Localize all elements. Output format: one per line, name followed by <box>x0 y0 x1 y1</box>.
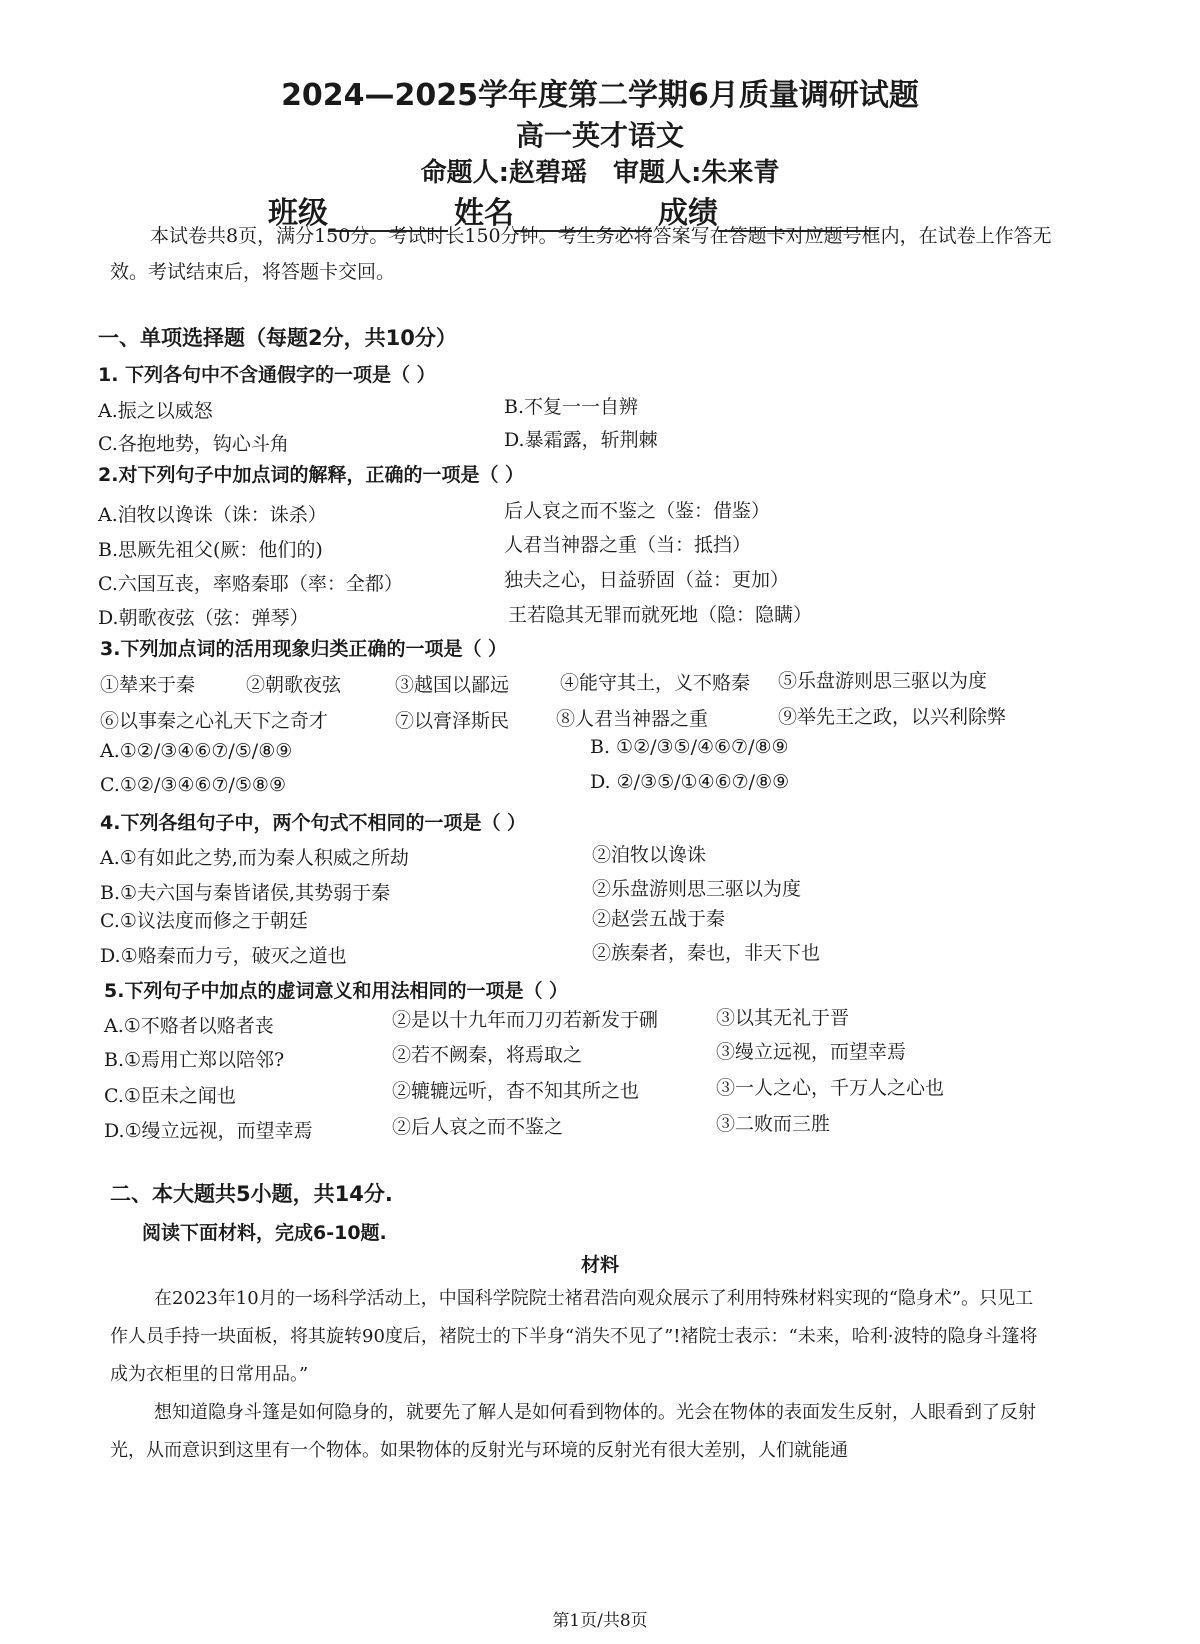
q5-option-a-3: ③以其无礼于晋 <box>716 1007 850 1029</box>
q2-option-c-left: C.六国互丧，率赂秦耶（率：全都） <box>98 573 403 595</box>
exam-authors: 命题人:赵碧瑶 审题人:朱来青 <box>420 158 780 188</box>
q1-option-c: C.各抱地势，钩心斗角 <box>98 433 289 455</box>
question-3-stem: 3.下列加点词的活用现象归类正确的一项是（ ） <box>100 638 508 660</box>
section-1-title: 一、单项选择题（每题2分，共10分） <box>98 326 457 350</box>
q5-option-b-2: ②若不阙秦，将焉取之 <box>392 1044 583 1066</box>
q3-item-6: ⑥以事秦之心礼天下之奇才 <box>100 710 329 732</box>
q5-option-b-3: ③缦立远视，而望幸焉 <box>716 1041 907 1063</box>
section-2-title: 二、本大题共5小题，共14分. <box>110 1182 393 1206</box>
q3-option-d: D. ②/③⑤/①④⑥⑦/⑧⑨ <box>590 771 790 793</box>
name-label: 姓名 <box>454 196 514 231</box>
exam-title: 2024—2025学年度第二学期6月质量调研试题 <box>281 78 919 113</box>
class-label: 班级 <box>268 196 328 231</box>
q4-option-b-2: ②乐盘游则思三驱以为度 <box>592 878 802 900</box>
q5-option-d-1: D.①缦立远视，而望幸焉 <box>104 1120 313 1142</box>
q4-option-c-1: C.①议法度而修之于朝廷 <box>100 910 308 932</box>
q1-option-a: A.振之以威怒 <box>98 400 213 422</box>
question-4-stem: 4.下列各组句子中，两个句式不相同的一项是（ ） <box>100 812 527 834</box>
q1-option-b: B.不复一一自辨 <box>504 396 639 418</box>
q4-option-d-2: ②族秦者，秦也，非天下也 <box>592 942 821 964</box>
score-label: 成绩 <box>658 196 718 231</box>
material-paragraph-2: 想知道隐身斗篷是如何隐身的，就要先了解人是如何看到物体的。光会在物体的表面发生反射，人眼看到了反射光，从而意识到这里有一个物体。如果物体的反射光与环境的反射光有很大差别，人们就能通 <box>110 1402 1036 1461</box>
page-footer: 第1页/共8页 <box>552 1611 648 1631</box>
q2-option-b-right: 人君当神器之重（当：抵挡） <box>504 534 752 556</box>
question-5-stem: 5.下列句子中加点的虚词意义和用法相同的一项是（ ） <box>104 980 569 1002</box>
q1-option-d: D.暴霜露，斩荆棘 <box>504 429 658 451</box>
q5-option-b-1: B.①焉用亡郑以陪邻? <box>104 1049 285 1071</box>
q2-option-d-right: 王若隐其无罪而就死地（隐：隐瞒） <box>508 604 813 626</box>
q5-option-c-2: ②辘辘远听，杳不知其所之也 <box>392 1080 640 1102</box>
section-2-instruction: 阅读下面材料，完成6-10题. <box>142 1222 387 1244</box>
q3-item-9: ⑨举先王之政，以兴利除弊 <box>778 706 1007 728</box>
q3-item-4: ④能守其土，义不赂秦 <box>560 672 751 694</box>
question-1-stem: 1. 下列各句中不含通假字的一项是（ ） <box>98 364 436 386</box>
q4-option-c-2: ②赵尝五战于秦 <box>592 908 726 930</box>
q3-item-1: ①辇来于秦 <box>100 674 196 696</box>
exam-instructions: 本试卷共8页，满分150分。考试时长150分钟。考生务必将答案写在答题卡对应题号框内，在试卷上作答无效。考试结束后，将答题卡交回。 <box>110 225 1052 283</box>
q4-option-a-2: ②洎牧以谗诛 <box>592 844 707 866</box>
q3-option-c: C.①②/③④⑥⑦/⑤⑧⑨ <box>100 774 287 796</box>
q3-option-a: A.①②/③④⑥⑦/⑤/⑧⑨ <box>100 740 293 762</box>
q2-option-c-right: 独夫之心，日益骄固（益：更加） <box>504 569 790 591</box>
q3-item-2: ②朝歌夜弦 <box>246 674 342 696</box>
exam-subtitle: 高一英才语文 <box>515 119 684 152</box>
q2-option-a-right: 后人哀之而不鉴之（鉴：借鉴） <box>504 500 771 522</box>
q2-option-b-left: B.思厥先祖父(厥：他们的) <box>98 539 323 561</box>
q3-item-8: ⑧人君当神器之重 <box>556 708 709 730</box>
q3-item-3: ③越国以鄙远 <box>395 674 510 696</box>
q3-item-5: ⑤乐盘游则思三驱以为度 <box>778 670 988 692</box>
material-paragraph-1: 在2023年10月的一场科学活动上，中国科学院院士褚君浩向观众展示了利用特殊材料实现的“隐身术”。只见工作人员手持一块面板，将其旋转90度后，褚院士的下半身“消失不见了”!褚院士表示：“未来，哈利·波特的隐身斗篷将成为衣柜里的日常用品。” <box>110 1288 1038 1385</box>
q5-option-c-1: C.①臣未之闻也 <box>104 1085 236 1107</box>
q3-option-b: B. ①②/③⑤/④⑥⑦/⑧⑨ <box>590 736 789 758</box>
q2-option-d-left: D.朝歌夜弦（弦：弹琴） <box>98 607 309 629</box>
q2-option-a-left: A.洎牧以谗诛（诛：诛杀） <box>98 504 327 526</box>
question-2-stem: 2.对下列句子中加点词的解释，正确的一项是（ ） <box>98 464 525 486</box>
q3-item-7: ⑦以膏泽斯民 <box>395 710 510 732</box>
material-title: 材料 <box>580 1254 619 1276</box>
q5-option-d-2: ②后人哀之而不鉴之 <box>392 1116 564 1138</box>
q5-option-a-2: ②是以十九年而刀刃若新发于硎 <box>392 1009 659 1031</box>
q5-option-d-3: ③二败而三胜 <box>716 1113 831 1135</box>
q5-option-a-1: A.①不赂者以赂者丧 <box>104 1015 274 1037</box>
q4-option-d-1: D.①赂秦而力亏，破灭之道也 <box>100 945 347 967</box>
q5-option-c-3: ③一人之心，千万人之心也 <box>716 1077 945 1099</box>
q4-option-b-1: B.①夫六国与秦皆诸侯,其势弱于秦 <box>100 882 391 904</box>
q4-option-a-1: A.①有如此之势,而为秦人积威之所劫 <box>100 847 409 869</box>
